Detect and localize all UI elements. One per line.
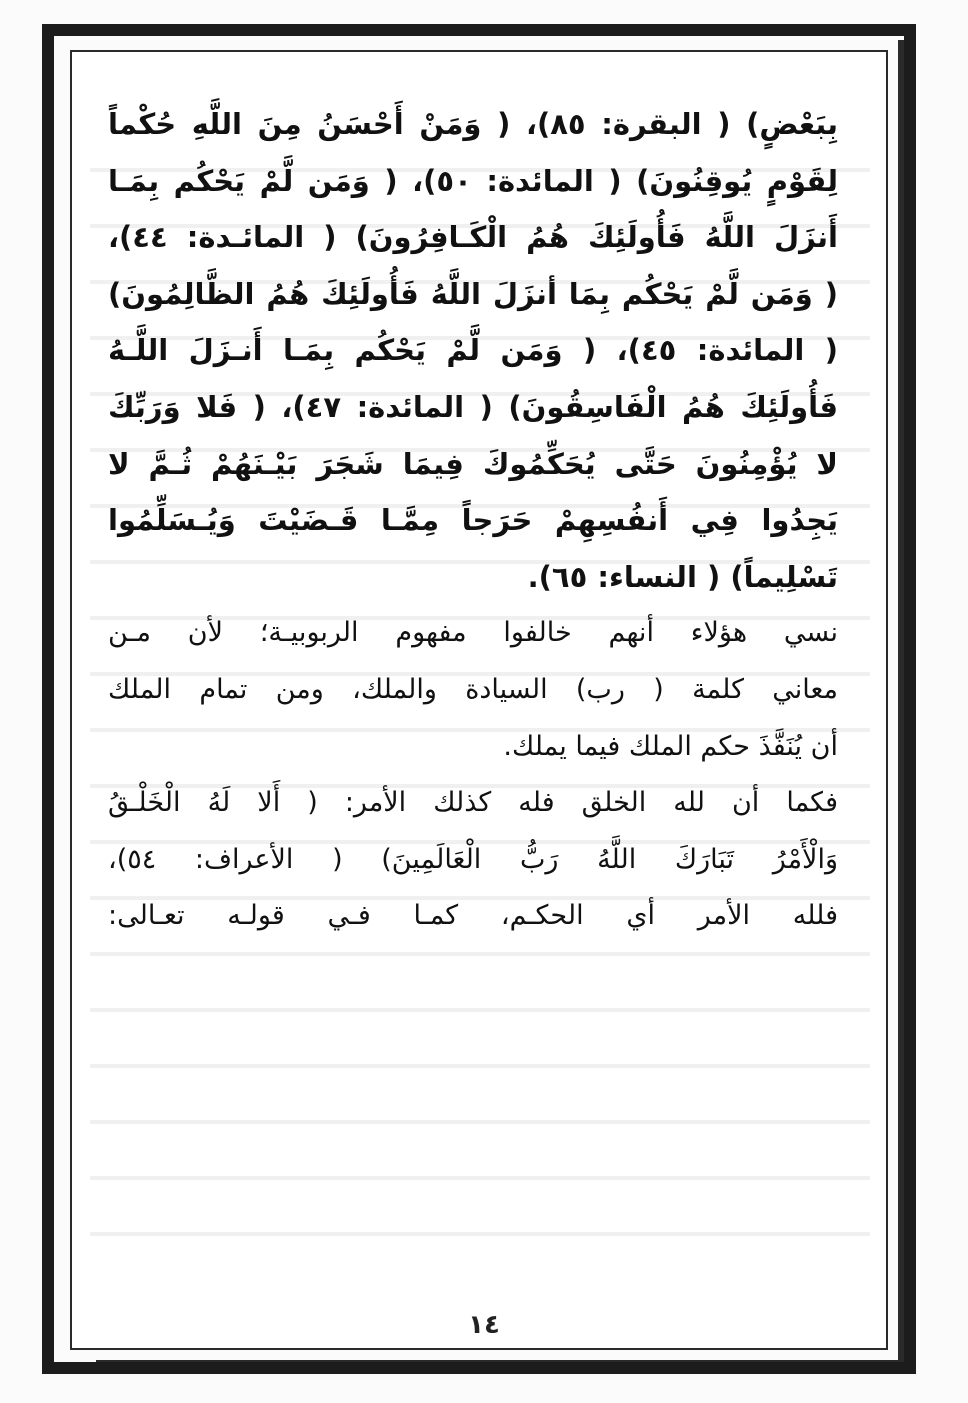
text-line: أن يُنَفَّذَ حكم الملك فيما يملك. [503, 730, 838, 762]
text-line: فكما أن لله الخلق فله كذلك الأمر: ( أَلا لَهُ الْخَلْـقُ [108, 787, 838, 819]
page-number: ١٤ [468, 1310, 500, 1340]
page-body [108, 96, 838, 945]
text-line: لِقَوْمٍ يُوقِنُونَ) ( المائدة: ٥٠)، ( وَمَن لَّمْ يَحْكُم بِمَـا [108, 163, 838, 198]
text-line: تَسْلِيماً) ( النساء: ٦٥). [527, 559, 838, 594]
text-line: بِبَعْضٍ) ( البقرة: ٨٥)، ( وَمَنْ أَحْسَنُ مِنَ اللَّهِ حُكْماً [108, 107, 838, 141]
text-line: نسي هؤلاء أنهم خالفوا مفهوم الربوبيـة؛ لأن مـن [108, 617, 838, 649]
text-line: لا يُؤْمِنُونَ حَتَّى يُحَكِّمُوكَ فِيمَا شَجَرَ بَيْـنَهُمْ ثُـمَّ لا [108, 446, 838, 481]
text-line: وَالْأَمْرُ تَبَارَكَ اللَّهُ رَبُّ الْعَالَمِينَ) ( الأعراف: ٥٤)، [108, 843, 838, 875]
text-line: فلله الأمر أي الحكـم، كمـا فـي قولـه تعـالى: [108, 900, 838, 932]
text-line: معاني كلمة ( رب) السيادة والملك، ومن تمام الملك [108, 673, 838, 705]
text-line: فَأُولَئِكَ هُمُ الْفَاسِقُونَ) ( المائدة: ٤٧)، ( فَلا وَرَبِّكَ [108, 389, 838, 424]
text-line: ( وَمَن لَّمْ يَحْكُم بِمَا أنزَلَ اللَّهُ فَأُولَئِكَ هُمُ الظَّالِمُونَ) [108, 276, 838, 311]
text-line: يَجِدُوا فِي أَنفُسِهِمْ حَرَجاً مِمَّـا قَـضَيْتَ وَيُـسَلِّمُوا [108, 503, 838, 538]
text-line: ( المائدة: ٤٥)، ( وَمَن لَّمْ يَحْكُم بِمَـا أَنـزَلَ اللَّـهُ [108, 333, 839, 368]
text-line: أَنزَلَ اللَّهُ فَأُولَئِكَ هُمُ الْكَـافِرُونَ) ( المائـدة: ٤٤)، [108, 220, 838, 255]
